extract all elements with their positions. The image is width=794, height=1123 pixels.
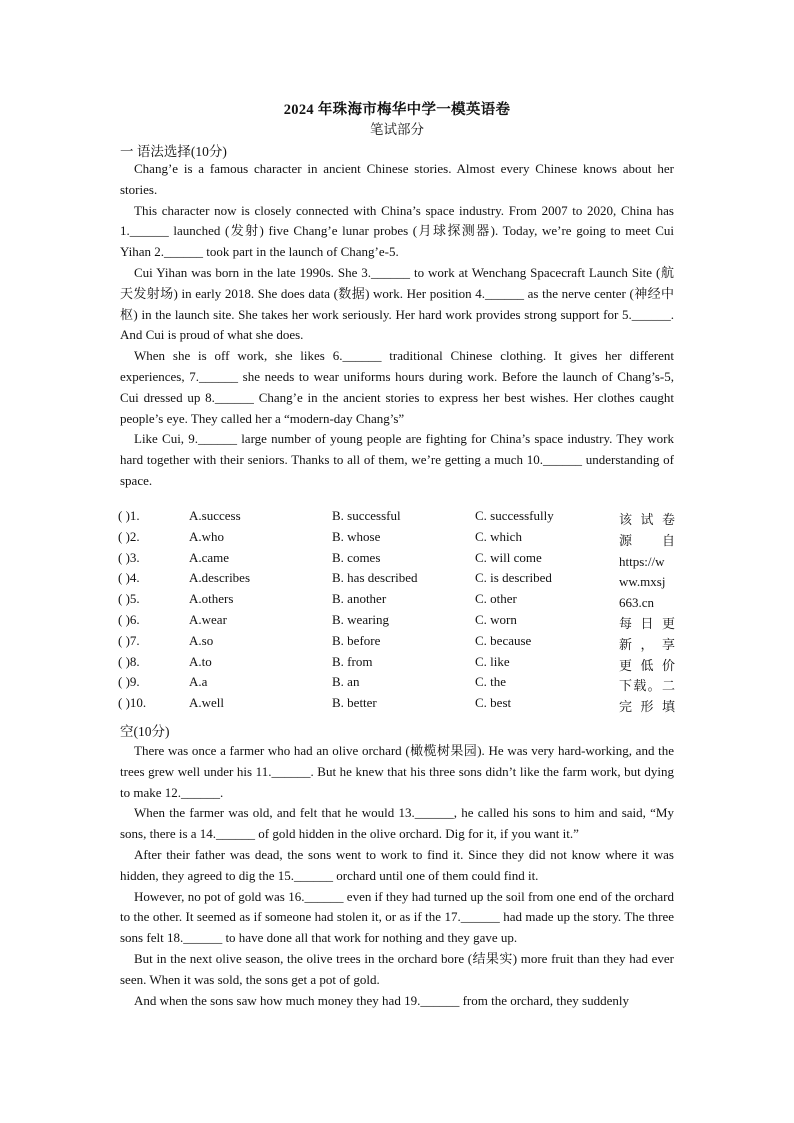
option-b: B. another xyxy=(332,591,387,607)
option-b: B. has described xyxy=(332,570,418,586)
question-number: ( )7. xyxy=(118,632,140,648)
question-options-table xyxy=(118,506,608,714)
option-a: A.who xyxy=(189,528,225,544)
question-row xyxy=(118,527,608,548)
option-c: C. the xyxy=(475,674,507,690)
question-row xyxy=(118,693,608,714)
passage-paragraph: There was once a farmer who had an olive orchard (橄榄树果园). He was very hard-working, and the trees grew well under his 11.______. But he knew that his three sons didn’t like the farm work, but dying to make 12.______. xyxy=(120,743,674,800)
note-line: 该 试 卷 xyxy=(619,512,675,527)
exam-subtitle: 笔试部分 xyxy=(370,122,424,137)
passage-paragraph: However, no pot of gold was 16.______ even if they had turned up the soil from one end of the orchard to the other. It seemed as if someone had stolen it, or as if the 17.______ had made up the story. The three sons felt 18.______ to have done all that work for nothing and they gave up. xyxy=(120,888,674,946)
passage-paragraph: And when the sons saw how much money they had 19.______ from the orchard, they suddenly xyxy=(134,992,629,1008)
note-line: 663.cn xyxy=(619,595,655,611)
passage-paragraph: But in the next olive season, the olive trees in the orchard bore (结果实) more fruit than they had ever seen. When it was sold, the sons get a pot of gold. xyxy=(120,950,674,987)
option-b: B. comes xyxy=(332,549,381,565)
option-b: B. before xyxy=(332,632,381,648)
option-b: B. whose xyxy=(332,528,381,544)
note-line: https://w xyxy=(619,553,665,569)
exam-title: 2024 年珠海市梅华中学一模英语卷 xyxy=(283,102,511,118)
question-number: ( )3. xyxy=(118,549,140,565)
question-number: ( )10. xyxy=(118,695,147,711)
option-a: A.others xyxy=(189,591,234,607)
watermark-note xyxy=(619,510,675,718)
option-c: C. will come xyxy=(475,549,542,565)
section2-heading: 空(10分) xyxy=(120,724,170,739)
passage-paragraph: After their father was dead, the sons went to work to find it. Since they did not know where it was hidden, they agreed to dig the 15.______ orchard until one of them could find it. xyxy=(120,846,674,883)
passage-paragraph: Chang’e is a famous character in ancient Chinese stories. Almost every Chinese knows about her stories. xyxy=(120,161,674,197)
passage-paragraph: This character now is closely connected with China’s space industry. From 2007 to 2020, China has 1.______ launched (发射) five Chang’e lunar probes (月球探测器). Today, we’re going to meet Cui Yihan 2.______ took part in the launch of Chang’e-5. xyxy=(120,202,674,260)
option-a: A.so xyxy=(189,632,214,648)
note-line: 下载。二 xyxy=(619,678,675,694)
note-line: 源 自 xyxy=(619,532,675,548)
option-c: C. worn xyxy=(475,611,517,627)
option-a: A.describes xyxy=(189,570,251,586)
option-b: B. wearing xyxy=(332,611,390,627)
question-number: ( )4. xyxy=(118,570,140,586)
question-row xyxy=(118,652,608,673)
option-a: A.wear xyxy=(189,611,227,627)
question-row xyxy=(118,631,608,652)
option-a: A.success xyxy=(189,508,241,523)
note-line: 完 形 填 xyxy=(619,699,675,715)
passage-paragraph: Cui Yihan was born in the late 1990s. She 3.______ to work at Wenchang Spacecraft Launch Site (航天发射场) in early 2018. She does data (数据) work. Her position 4.______ as the nerve center (神经中枢) in the launch site. She takes her work seriously. Her hard work provides strong support for 5.______. And Cui is proud of what she does. xyxy=(120,264,674,343)
option-a: A.came xyxy=(189,549,230,565)
question-number: ( )9. xyxy=(118,674,140,690)
section2-passage xyxy=(120,741,674,1011)
section1-passage xyxy=(120,159,674,492)
option-c: C. is described xyxy=(475,570,552,586)
passage-paragraph: When she is off work, she likes 6.______ traditional Chinese clothing. It gives her different experiences, 7.______ she needs to wear uniforms hours during work. Before the launch of Chang’s-5, Cui dressed up 8.______ Chang’e in the ancient stories to express her best wishes. Her clothes caught people’s eye. They called her a “modern-day Chang’s” xyxy=(120,348,674,426)
question-row xyxy=(118,568,608,589)
passage-paragraph: When the farmer was old, and felt that he would 13.______, he called his sons to him and said, “My sons, there is a 14.______ of gold hidden in the olive orchard. Dig for it, if you want it.” xyxy=(120,805,674,842)
question-number: ( )8. xyxy=(118,653,140,669)
question-number: ( )1. xyxy=(118,508,140,523)
option-c: C. successfully xyxy=(475,508,554,523)
question-row xyxy=(118,610,608,631)
question-row xyxy=(118,506,608,527)
question-row xyxy=(118,589,608,610)
option-c: C. best xyxy=(475,695,512,711)
option-c: C. like xyxy=(475,653,510,669)
question-row xyxy=(118,672,608,693)
note-line: 新 ， 享 xyxy=(619,636,675,652)
section1-heading: 一 语法选择(10分) xyxy=(120,144,227,159)
passage-paragraph: Like Cui, 9.______ large number of young people are fighting for China’s space industry. They work hard together with their seniors. Thanks to all of them, we’re getting a much 10.______ understanding of space. xyxy=(120,431,674,488)
note-line: ww.mxsj xyxy=(619,574,666,590)
option-c: C. which xyxy=(475,528,522,544)
option-a: A.well xyxy=(189,695,225,711)
question-number: ( )2. xyxy=(118,528,140,544)
note-line: 每 日 更 xyxy=(619,615,675,631)
option-b: B. successful xyxy=(332,508,401,523)
option-b: B. an xyxy=(332,674,360,690)
option-b: B. better xyxy=(332,695,377,711)
note-line: 更 低 价 xyxy=(619,657,675,673)
option-a: A.a xyxy=(189,674,208,690)
question-number: ( )5. xyxy=(118,591,140,607)
option-c: C. because xyxy=(475,632,532,648)
question-number: ( )6. xyxy=(118,611,140,627)
option-c: C. other xyxy=(475,591,517,607)
option-b: B. from xyxy=(332,653,373,669)
option-a: A.to xyxy=(189,653,212,669)
question-row xyxy=(118,548,608,569)
